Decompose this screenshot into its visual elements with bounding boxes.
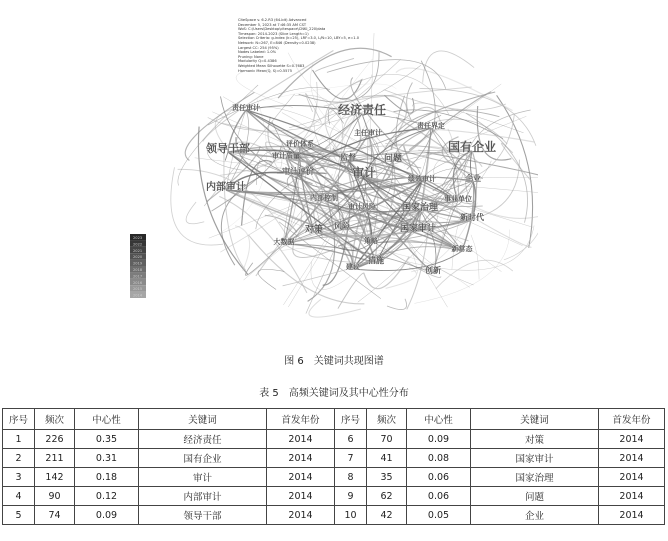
cooccurrence-link [171, 167, 223, 245]
keyword-node-label: 审计 [351, 166, 377, 180]
header-cell: 首发年份 [267, 409, 335, 430]
keyword-node-label: 审计评价 [282, 167, 314, 176]
meta-line: Weighted Mean Silhouette S=0.7683 [238, 63, 305, 68]
table-cell: 90 [35, 487, 75, 506]
header-cell: 关键词 [471, 409, 599, 430]
cooccurrence-link [236, 72, 293, 108]
keyword-node-label: 内部审计 [206, 182, 246, 193]
meta-line: Pruning: None [238, 54, 264, 59]
table-cell: 2014 [267, 506, 335, 525]
table-cell: 问题 [471, 487, 599, 506]
legend-year-label: 2020 [133, 255, 143, 260]
legend-year-label: 2022 [133, 242, 143, 247]
keyword-node-label: 新常态 [451, 245, 473, 253]
table-cell: 6 [335, 430, 367, 449]
table-row [3, 487, 665, 506]
table-cell: 10 [335, 506, 367, 525]
table-cell: 0.06 [407, 487, 471, 506]
header-cell: 关键词 [139, 409, 267, 430]
table-cell: 0.08 [407, 449, 471, 468]
cooccurrence-link [226, 190, 314, 232]
citespace-metadata [238, 18, 359, 73]
table-cell: 2014 [267, 487, 335, 506]
cooccurrence-link [407, 83, 413, 122]
cooccurrence-link [258, 269, 284, 289]
table-cell: 内部审计 [139, 487, 267, 506]
figure-caption: 图 6 关键词共现图谱 [284, 356, 384, 367]
table-row [3, 430, 665, 449]
header-cell: 中心性 [75, 409, 139, 430]
table-cell: 0.05 [407, 506, 471, 525]
header-cell: 首发年份 [599, 409, 665, 430]
table-cell: 41 [367, 449, 407, 468]
meta-line: Network: N=267, E=846 (Density=0.0238) [238, 40, 316, 45]
cooccurrence-link [235, 226, 249, 271]
keyword-node-label: 主任审计 [354, 129, 382, 137]
keyword-table [2, 408, 665, 525]
header-cell: 中心性 [407, 409, 471, 430]
cooccurrence-link [387, 299, 407, 310]
keyword-cooccurrence-figure [118, 8, 538, 338]
table-cell: 2014 [599, 449, 665, 468]
keyword-node-label: 建议 [346, 263, 360, 271]
keyword-node-label: 责任审计 [232, 104, 260, 112]
table-cell: 42 [367, 506, 407, 525]
meta-line: Nodes Labeled: 1.0% [238, 50, 277, 55]
cooccurrence-link [259, 84, 396, 101]
table-cell: 2014 [267, 430, 335, 449]
keyword-node-label: 内部控制 [310, 194, 338, 202]
table-cell: 0.12 [75, 487, 139, 506]
table-cell: 审计 [139, 468, 267, 487]
legend-year-label: 2015 [133, 287, 143, 292]
table-cell: 211 [35, 449, 75, 468]
table-cell: 1 [3, 430, 35, 449]
keyword-node-label: 问题 [383, 154, 403, 164]
table-cell: 226 [35, 430, 75, 449]
table-cell: 142 [35, 468, 75, 487]
keyword-node-label: 监督 [340, 153, 356, 162]
meta-line: Modularity Q=0.4386 [238, 59, 277, 64]
keyword-node-label: 对策 [304, 225, 324, 235]
header-cell: 序号 [335, 409, 367, 430]
header-cell: 序号 [3, 409, 35, 430]
meta-line: WoS: C:\Users\Desktop\citespace\CNKI_220\data [238, 27, 326, 32]
table-cell: 国家审计 [471, 449, 599, 468]
keyword-node-label: 事业单位 [444, 195, 472, 203]
keyword-node-label: 国有企业 [447, 140, 497, 154]
keyword-node-label: 评价体系 [286, 140, 314, 148]
meta-line: Timespan: 2014-2023 (Slice Length=1) [238, 31, 309, 36]
meta-line: Selection Criteria: g-index (k=25), LRF=3.0, L/N=10, LBY=5, e=1.0 [238, 36, 359, 41]
table-cell: 2 [3, 449, 35, 468]
table-cell: 企业 [471, 506, 599, 525]
cooccurrence-link [186, 202, 204, 224]
keyword-node-label: 新时代 [460, 213, 484, 222]
table-cell: 0.31 [75, 449, 139, 468]
keyword-node-label: 策略 [364, 237, 378, 245]
year-legend [130, 234, 146, 298]
table-cell: 0.09 [75, 506, 139, 525]
cooccurrence-link [471, 235, 479, 280]
table-cell: 2014 [267, 468, 335, 487]
table-row [3, 449, 665, 468]
keyword-node-label: 措施 [368, 256, 384, 265]
meta-line: December 5, 2023 at 7:46:35 AM CST [238, 22, 307, 27]
keyword-node-label: 国家治理 [401, 203, 439, 213]
legend-year-label: 2021 [133, 248, 143, 253]
keyword-node-label: 大数据 [273, 238, 295, 246]
cooccurrence-link [436, 260, 513, 288]
table-cell: 74 [35, 506, 75, 525]
table-caption: 表 5 高频关键词及其中心性分布 [259, 388, 409, 399]
meta-line: CiteSpace v. 6.2.R3 (64-bit) Advanced [238, 18, 307, 22]
table-cell: 9 [335, 487, 367, 506]
table-cell: 2014 [267, 449, 335, 468]
table-cell: 国家治理 [471, 468, 599, 487]
keyword-node-label: 风险 [334, 222, 350, 231]
table-cell: 35 [367, 468, 407, 487]
keyword-node-label: 绩效审计 [408, 175, 436, 183]
keyword-node-label: 企业 [465, 174, 481, 183]
keyword-node-label: 国家审计 [399, 224, 437, 234]
legend-year-label: 2016 [133, 280, 143, 285]
table-cell: 4 [3, 487, 35, 506]
legend-year-label: 2014 [133, 293, 143, 298]
table-row [3, 506, 665, 525]
legend-year-label: 2023 [133, 236, 143, 240]
keyword-node-label: 创新 [425, 266, 441, 275]
table-row [3, 468, 665, 487]
table-cell: 2014 [599, 430, 665, 449]
table-cell: 62 [367, 487, 407, 506]
table-cell: 2014 [599, 468, 665, 487]
table-cell: 0.18 [75, 468, 139, 487]
table-cell: 0.09 [407, 430, 471, 449]
meta-line: Largest CC: 254 (95%) [238, 45, 279, 50]
table-cell: 3 [3, 468, 35, 487]
cooccurrence-link [497, 95, 533, 248]
table-cell: 对策 [471, 430, 599, 449]
table-cell: 0.06 [407, 468, 471, 487]
table-cell: 领导干部 [139, 506, 267, 525]
table-cell: 70 [367, 430, 407, 449]
table-cell: 8 [335, 468, 367, 487]
table-cell: 7 [335, 449, 367, 468]
keyword-node-label: 经济责任 [337, 103, 387, 117]
meta-line: Harmonic Mean(Q, S)=0.5575 [238, 68, 292, 73]
cooccurrence-link [309, 299, 361, 317]
table-cell: 经济责任 [139, 430, 267, 449]
keyword-node-label: 责任界定 [417, 122, 445, 130]
header-cell: 频次 [35, 409, 75, 430]
keyword-node-label: 审计风险 [348, 203, 376, 211]
legend-year-label: 2018 [133, 268, 143, 272]
cooccurrence-link [281, 247, 470, 288]
legend-year-label: 2017 [133, 274, 143, 279]
cooccurrence-link [311, 262, 350, 290]
table-cell: 5 [3, 506, 35, 525]
table-cell: 0.35 [75, 430, 139, 449]
header-cell: 频次 [367, 409, 407, 430]
legend-year-label: 2019 [133, 261, 143, 266]
keyword-node-label: 审计质量 [272, 152, 300, 160]
table-cell: 2014 [599, 506, 665, 525]
table-cell: 国有企业 [139, 449, 267, 468]
table-cell: 2014 [599, 487, 665, 506]
keyword-node-label: 领导干部 [206, 142, 250, 155]
table-header-row [3, 409, 665, 430]
